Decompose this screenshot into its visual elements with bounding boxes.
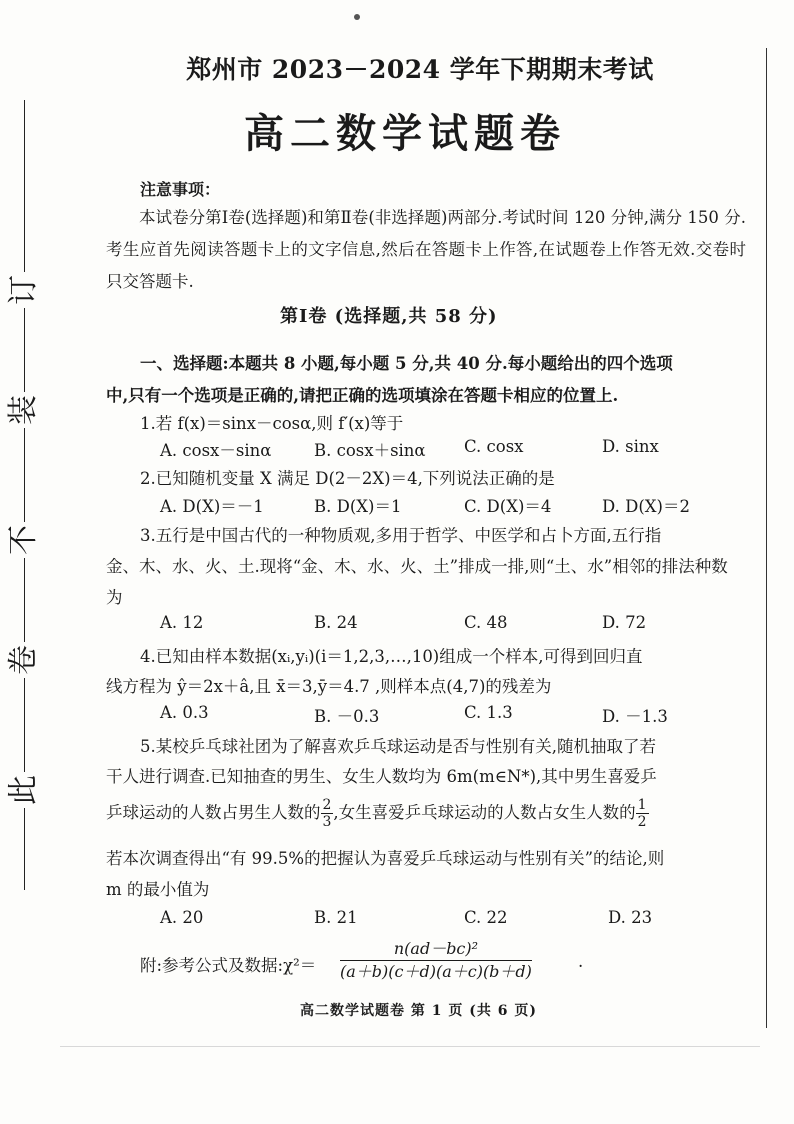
section-title: 第Ⅰ卷 (选择题,共 58 分) [280, 306, 498, 327]
exam-title: 郑州市 2023－2024 学年下期期末考试 [186, 55, 654, 84]
question-3-stem-line-1: 3.五行是中国古代的一种物质观,多用于哲学、中医学和占卜方面,五行指 [140, 526, 662, 545]
binding-margin [0, 40, 60, 860]
question-5-stem-line-1: 5.某校乒乓球社团为了解喜欢乒乓球运动是否与性别有关,随机抽取了若 [140, 737, 656, 756]
question-5-stem-line-5: m 的最小值为 [106, 880, 210, 899]
question-2-option-b: B. D(X)＝1 [314, 497, 402, 516]
notice-body: 本试卷分第Ⅰ卷(选择题)和第Ⅱ卷(非选择题)两部分.考试时间 120 分钟,满分 150 分.考生应首先阅读答题卡上的文字信息,然后在答题卡上作答,在试题卷上作答无效.交卷时只交答题卡. [106, 208, 746, 291]
question-5-option-d: D. 23 [608, 908, 653, 927]
question-1-option-a: A. cosx－sinα [160, 441, 272, 460]
binding-char-1: 此 [4, 772, 44, 808]
fraction-denominator: 2 [637, 814, 647, 830]
question-1-option-b: B. cosx＋sinα [314, 441, 426, 460]
question-5-option-a: A. 20 [160, 908, 204, 927]
fraction-denominator: 3 [322, 814, 332, 830]
question-4-option-b: B. －0.3 [314, 707, 380, 726]
fraction-one-half [636, 797, 649, 830]
question-5-stem-line-4: 若本次调查得出“有 99.5%的把握认为喜爱乒乓球运动与性别有关”的结论,则 [106, 849, 665, 868]
binding-char-2: 卷 [4, 642, 44, 678]
formula-numerator: n(ad－bc)² [340, 938, 532, 961]
question-1-option-c: C. cosx [464, 437, 524, 456]
formula-period: . [578, 952, 584, 971]
question-2-option-d: D. D(X)＝2 [602, 497, 690, 516]
question-5-stem-line-3 [106, 797, 649, 830]
section-intro-line-2: 中,只有一个选项是正确的,请把正确的选项填涂在答题卡相应的位置上. [106, 386, 619, 405]
question-2-stem: 2.已知随机变量 X 满足 D(2－2X)＝4,下列说法正确的是 [140, 469, 555, 488]
question-3-option-b: B. 24 [314, 613, 358, 632]
bottom-rule [60, 1046, 760, 1047]
notice-heading: 注意事项： [140, 180, 221, 199]
question-1-stem: 1.若 f(x)＝sinx－cosα,则 f′(x)等于 [140, 414, 404, 433]
question-2-option-a: A. D(X)＝－1 [160, 497, 264, 516]
question-4-stem-line-2: 线方程为 ŷ＝2x＋â,且 x̄＝3,ȳ＝4.7 ,则样本点(4,7)的残差为 [106, 677, 552, 696]
question-5-option-b: B. 21 [314, 908, 358, 927]
punch-dot [354, 14, 360, 20]
binding-char-4: 装 [4, 392, 44, 428]
question-4-stem-line-1: 4.已知由样本数据(xᵢ,yᵢ)(i＝1,2,3,…,10)组成一个样本,可得到回归直 [140, 647, 643, 666]
paper-title: 高二数学试题卷 [244, 110, 566, 157]
question-5-stem-line-3-part-1: 乒球运动的人数占男生人数的 [106, 803, 321, 822]
fraction-two-thirds [321, 797, 334, 830]
fraction-numerator: 2 [322, 797, 332, 813]
question-3-option-c: C. 48 [464, 613, 508, 632]
question-4-option-d: D. －1.3 [602, 707, 668, 726]
question-2-option-c: C. D(X)＝4 [464, 497, 552, 516]
question-3-stem-line-2: 金、木、水、火、土.现将“金、木、水、火、土”排成一排,则“土、水”相邻的排法种数 [106, 557, 728, 576]
binding-char-5: 订 [4, 272, 44, 308]
question-5-stem-line-2: 干人进行调查.已知抽查的男生、女生人数均为 6m(m∈N*),其中男生喜爱乒 [106, 767, 657, 786]
appendix-label: 附:参考公式及数据:χ²＝ [140, 956, 317, 975]
right-margin-rule [766, 48, 767, 1028]
fraction-numerator: 1 [637, 797, 647, 813]
question-5-option-c: C. 22 [464, 908, 508, 927]
question-3-option-d: D. 72 [602, 613, 647, 632]
question-4-option-a: A. 0.3 [160, 703, 209, 722]
page-footer: 高二数学试题卷 第 1 页 (共 6 页) [300, 1003, 537, 1019]
chi-square-formula [340, 938, 532, 983]
question-3-stem-line-3: 为 [106, 588, 123, 607]
question-5-stem-line-3-part-2: ,女生喜爱乒乓球运动的人数占女生人数的 [333, 803, 636, 822]
binding-char-3: 不 [4, 522, 44, 558]
question-3-option-a: A. 12 [160, 613, 204, 632]
question-4-option-c: C. 1.3 [464, 703, 513, 722]
formula-denominator: (a＋b)(c＋d)(a＋c)(b＋d) [340, 962, 532, 981]
section-intro-line-1: 一、选择题:本题共 8 小题,每小题 5 分,共 40 分.每小题给出的四个选项 [140, 354, 673, 373]
question-1-option-d: D. sinx [602, 437, 659, 456]
